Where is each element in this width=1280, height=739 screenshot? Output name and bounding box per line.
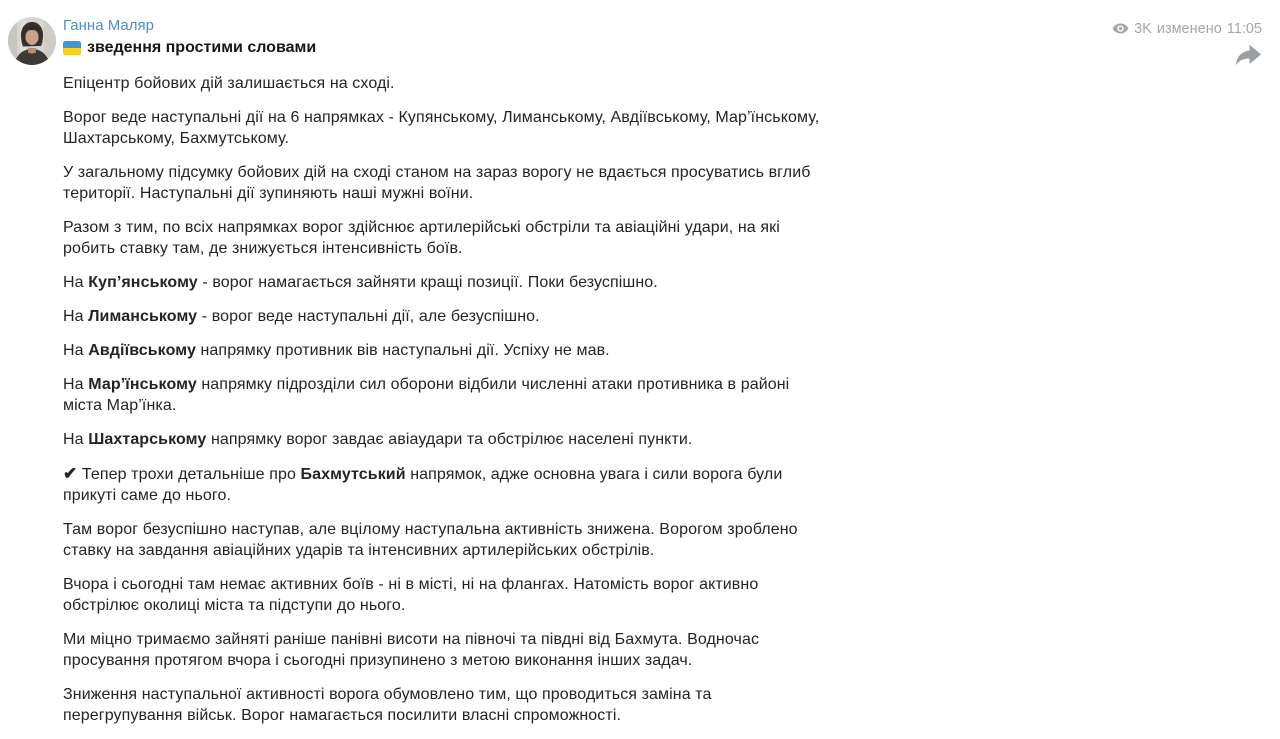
forward-arrow-icon <box>1235 44 1262 66</box>
timestamp: 11:05 <box>1226 20 1262 37</box>
text-segment: напрямку підрозділи сил оборони відбили численні атаки противника в районі міста Мар’їнка. <box>63 376 790 414</box>
message-paragraph <box>63 629 831 671</box>
bold-text-segment: Куп’янському <box>88 274 198 291</box>
text-segment: На <box>63 342 89 359</box>
bold-text-segment: Шахтарському <box>88 431 207 448</box>
message-title <box>63 38 316 57</box>
message-paragraph <box>63 684 831 726</box>
avatar[interactable] <box>8 17 56 65</box>
text-segment: На <box>63 308 89 325</box>
eye-icon <box>1112 20 1129 37</box>
text-segment: Ворог веде наступальні дії на 6 напрямках - Купянському, Лиманському, Авдіївському, Мар’їнському, Шахтарському, Бахмутському. <box>63 109 820 147</box>
message-paragraph <box>63 463 831 506</box>
message-paragraph <box>63 574 831 616</box>
message-paragraph <box>63 162 831 204</box>
author-name[interactable]: Ганна Маляр <box>63 17 154 34</box>
text-segment: У загальному підсумку бойових дій на сході станом на зараз ворогу не вдається просуватись вглиб території. Наступальні дії зупиняють наші мужні воїни. <box>63 164 811 202</box>
views-count: 3K <box>1134 20 1152 37</box>
bold-text-segment: Лиманському <box>88 308 198 325</box>
message-paragraph <box>63 73 831 94</box>
message-paragraph <box>63 429 831 450</box>
share-button[interactable] <box>1235 44 1262 66</box>
message-paragraph <box>63 374 831 416</box>
edited-label: изменено <box>1156 20 1222 37</box>
text-segment: напрямок, адже основна увага і сили ворога були прикуті саме до нього. <box>63 466 783 504</box>
text-segment: Епіцентр бойових дій залишається на сході. <box>63 75 395 92</box>
text-segment: На <box>63 431 89 448</box>
message-paragraph <box>63 306 831 327</box>
bold-text-segment: Авдіївському <box>88 342 196 359</box>
text-segment: Ми міцно тримаємо зайняті раніше панівні висоти на півночі та півдні від Бахмута. Водночас просування протягом вчора і сьогодні призупинено з метою виконання інших задач. <box>63 631 760 669</box>
message-paragraph <box>63 272 831 293</box>
check-mark-icon: ✔ <box>63 464 78 483</box>
text-segment: напрямку противник вів наступальні дії. Успіху не мав. <box>195 342 610 359</box>
message-paragraph <box>63 340 831 361</box>
text-segment: На <box>63 376 89 393</box>
text-segment: Зниження наступальної активності ворога обумовлено тим, що проводиться заміна та перегрупування військ. Ворог намагається посилити власні спроможності. <box>63 686 712 724</box>
bold-text-segment: Мар’їнському <box>88 376 197 393</box>
text-segment: - ворог намагається зайняти кращі позиції. Поки безуспішно. <box>197 274 658 291</box>
message-paragraph <box>63 217 831 259</box>
message-title-text: зведення простими словами <box>87 39 317 56</box>
text-segment: Там ворог безуспішно наступав, але вцілому наступальна активність знижена. Ворогом зроблено ставку на завдання авіаційних ударів та інтенсивних артилерійських обстрілів. <box>63 521 798 559</box>
text-segment: Тепер трохи детальніше про <box>77 466 301 483</box>
bold-text-segment: Бахмутський <box>300 466 406 483</box>
message-paragraph <box>63 519 831 561</box>
clipped-overflow-content <box>598 0 678 6</box>
text-segment: На <box>63 274 89 291</box>
message-paragraph <box>63 107 831 149</box>
message-meta <box>1112 20 1262 37</box>
ukraine-flag-icon <box>63 41 81 55</box>
text-segment: Вчора і сьогодні там немає активних боїв - ні в місті, ні на флангах. Натомість ворог активно обстрілює околиці міста та підступи до нього. <box>63 576 759 614</box>
text-segment: - ворог веде наступальні дії, але безуспішно. <box>197 308 540 325</box>
message-body <box>63 73 831 739</box>
avatar-photo <box>8 17 56 65</box>
text-segment: напрямку ворог завдає авіаудари та обстрілює населені пункти. <box>206 431 693 448</box>
text-segment: Разом з тим, по всіх напрямках ворог здійснює артилерійські обстріли та авіаційні удари, на які робить ставку там, де знижується інтенсивність боїв. <box>63 219 780 257</box>
